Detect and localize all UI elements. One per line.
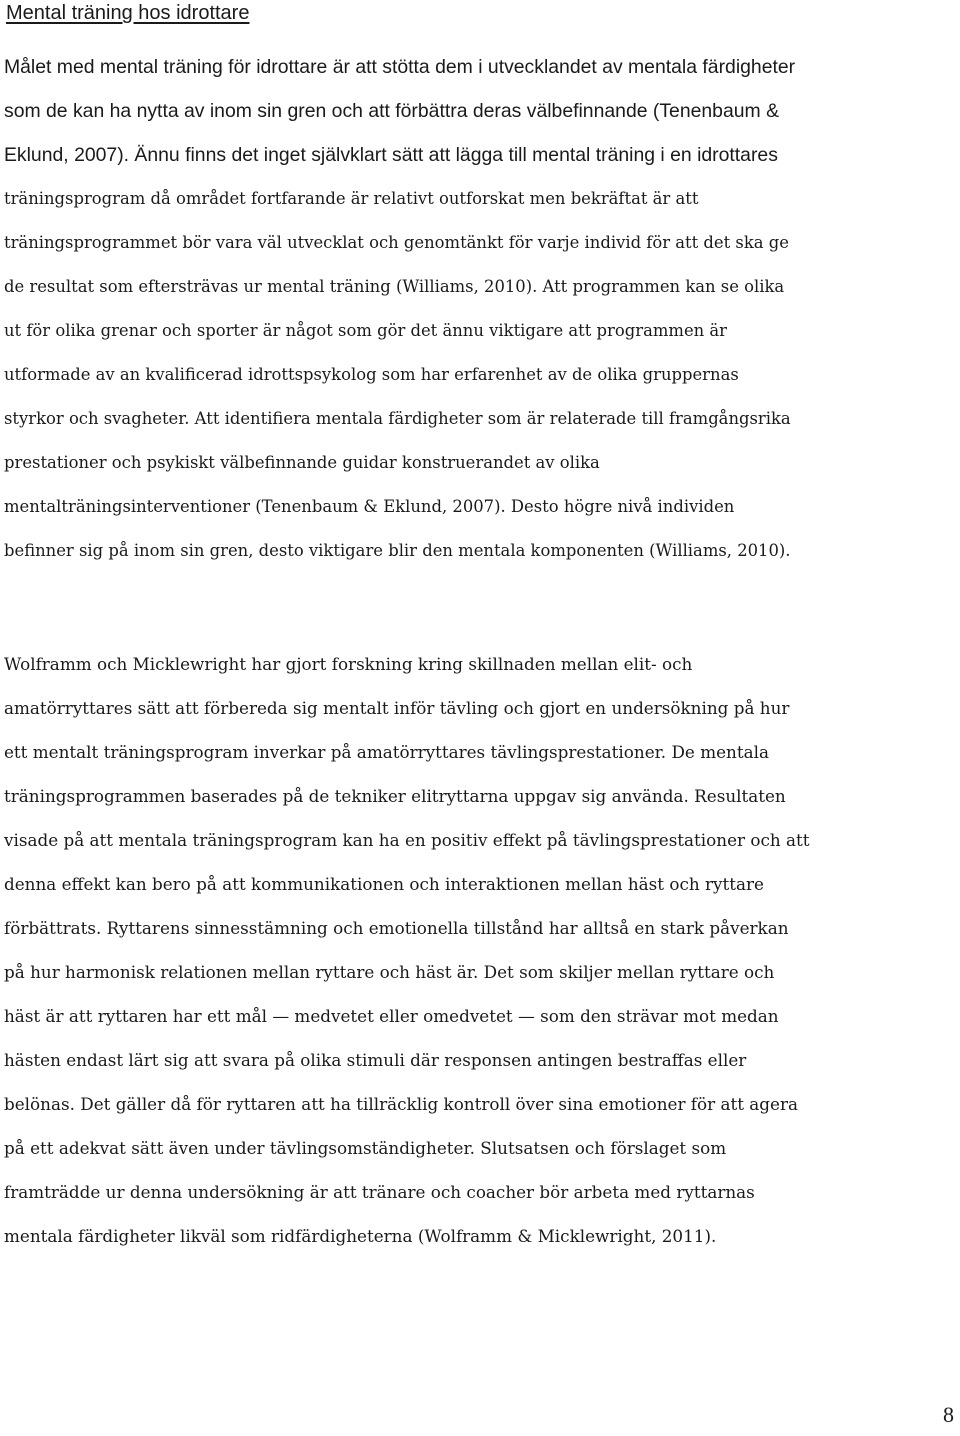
text-line: de resultat som eftersträvas ur mental träning (Williams, 2010). Att programmen kan se olika [4, 277, 785, 296]
text-line: häst är att ryttaren har ett mål — medvetet eller omedvetet — som den strävar mot medan [4, 1006, 779, 1026]
text-line: träningsprogrammet bör vara väl utvecklat och genomtänkt för varje individ för att det ska ge [4, 233, 789, 252]
text-line: denna effekt kan bero på att kommunikationen och interaktionen mellan häst och ryttare [4, 874, 764, 894]
text-line: ut för olika grenar och sporter är något som gör det ännu viktigare att programmen är [4, 321, 728, 340]
text-line: befinner sig på inom sin gren, desto viktigare blir den mentala komponenten (Williams, 2010). [4, 541, 791, 560]
text-line: mentalträningsinterventioner (Tenenbaum & Eklund, 2007). Desto högre nivå individen [4, 497, 735, 516]
text-line: Eklund, 2007). Ännu finns det inget självklart sätt att lägga till mental träning i en idrottares [4, 144, 778, 166]
text-line: på ett adekvat sätt även under tävlingsomständigheter. Slutsatsen och förslaget som [4, 1138, 727, 1158]
text-line: hästen endast lärt sig att svara på olika stimuli där responsen antingen bestraffas eller [4, 1050, 747, 1070]
text-line: belönas. Det gäller då för ryttaren att ha tillräcklig kontroll över sina emotioner för att agera [4, 1094, 799, 1114]
text-line: amatörryttares sätt att förbereda sig mentalt inför tävling och gjort en undersökning på hur [4, 698, 790, 718]
section-heading: Mental träning hos idrottare [6, 2, 250, 24]
text-line: prestationer och psykiskt välbefinnande guidar konstruerandet av olika [4, 453, 600, 472]
page-number: 8 [943, 1402, 954, 1427]
text-line: ett mentalt träningsprogram inverkar på amatörryttares tävlingsprestationer. De mentala [4, 742, 769, 762]
text-line: framträdde ur denna undersökning är att tränare och coacher bör arbeta med ryttarnas [4, 1182, 755, 1202]
text-line: Wolframm och Micklewright har gjort forskning kring skillnaden mellan elit- och [4, 654, 693, 674]
text-line: träningsprogrammen baserades på de tekniker elitryttarna uppgav sig använda. Resultaten [4, 786, 786, 806]
text-line: Målet med mental träning för idrottare är att stötta dem i utvecklandet av mentala färdigheter [4, 56, 796, 78]
text-line: som de kan ha nytta av inom sin gren och att förbättra deras välbefinnande (Tenenbaum & [4, 100, 780, 122]
text-line: förbättrats. Ryttarens sinnesstämning och emotionella tillstånd har alltså en stark påverkan [4, 918, 789, 938]
text-line: på hur harmonisk relationen mellan ryttare och häst är. Det som skiljer mellan ryttare och [4, 962, 775, 982]
paragraph-mental-training [4, 45, 958, 573]
paragraph-wolframm-study [4, 642, 958, 1258]
text-line: visade på att mentala träningsprogram kan ha en positiv effekt på tävlingsprestationer och att [4, 830, 810, 850]
text-line: träningsprogram då området fortfarande är relativt outforskat men bekräftat är att [4, 189, 699, 208]
text-line: mentala färdigheter likväl som ridfärdigheterna (Wolframm & Micklewright, 2011). [4, 1226, 717, 1246]
text-line: utformade av an kvalificerad idrottspsykolog som har erfarenhet av de olika gruppernas [4, 365, 739, 384]
text-line: styrkor och svagheter. Att identifiera mentala färdigheter som är relaterade till framgångsrika [4, 409, 791, 428]
